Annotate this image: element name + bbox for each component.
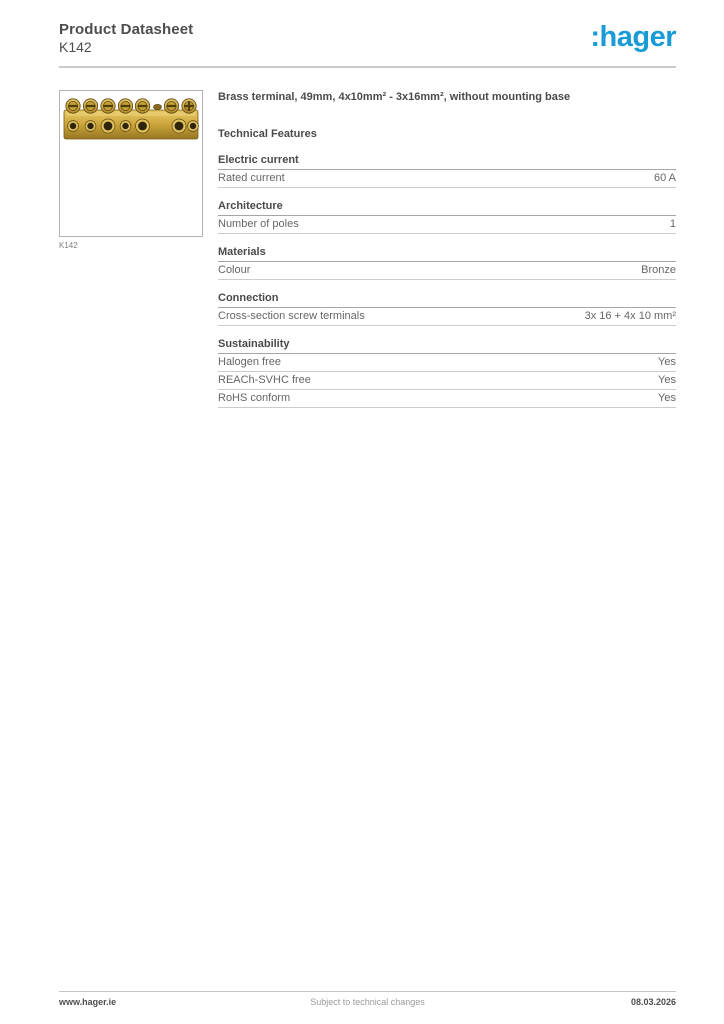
spec-value: 3x 16 + 4x 10 mm² xyxy=(584,310,676,322)
product-image-caption: K142 xyxy=(59,241,78,250)
header-divider xyxy=(59,66,676,68)
technical-details xyxy=(218,90,676,420)
spec-value: Yes xyxy=(658,392,676,404)
section-heading: Electric current xyxy=(218,154,676,170)
section-sustainability xyxy=(218,338,676,408)
spec-label: Cross-section screw terminals xyxy=(218,310,365,322)
main-content xyxy=(59,90,676,420)
spec-value: 60 A xyxy=(653,172,676,184)
section-electric-current xyxy=(218,154,676,188)
spec-row xyxy=(218,308,676,326)
hager-logo: :hager xyxy=(590,21,676,53)
product-image-frame xyxy=(59,90,203,237)
section-heading: Connection xyxy=(218,292,676,308)
product-reference: K142 xyxy=(59,39,92,55)
section-heading: Materials xyxy=(218,246,676,262)
spec-row xyxy=(218,390,676,408)
spec-label: Halogen free xyxy=(218,356,281,368)
technical-features-heading: Technical Features xyxy=(218,128,317,140)
spec-value: Yes xyxy=(658,356,676,368)
footer xyxy=(59,997,676,1007)
spec-value: 1 xyxy=(669,218,676,230)
spec-row xyxy=(218,372,676,390)
product-title: Brass terminal, 49mm, 4x10mm² - 3x16mm², without mounting base xyxy=(218,91,571,103)
section-connection xyxy=(218,292,676,326)
header xyxy=(59,21,676,56)
section-heading: Architecture xyxy=(218,200,676,216)
spec-value: Yes xyxy=(658,374,676,386)
page-title: Product Datasheet xyxy=(59,21,194,38)
spec-label: Number of poles xyxy=(218,218,299,230)
spec-row xyxy=(218,262,676,280)
footer-divider xyxy=(59,991,676,992)
spec-row xyxy=(218,354,676,372)
footer-date: 08.03.2026 xyxy=(630,997,676,1007)
spec-label: Colour xyxy=(218,264,251,276)
spec-label: Rated current xyxy=(218,172,285,184)
section-materials xyxy=(218,246,676,280)
product-image-column xyxy=(59,90,203,250)
spec-row xyxy=(218,216,676,234)
spec-label: RoHS conform xyxy=(218,392,291,404)
section-architecture xyxy=(218,200,676,234)
spec-label: REACh-SVHC free xyxy=(218,374,311,386)
spec-row xyxy=(218,170,676,188)
brass-terminal-image xyxy=(63,96,199,144)
footer-notice: Subject to technical changes xyxy=(310,997,425,1007)
spec-value: Bronze xyxy=(641,264,676,276)
section-heading: Sustainability xyxy=(218,338,676,354)
footer-website-link[interactable]: www.hager.ie xyxy=(59,997,117,1007)
